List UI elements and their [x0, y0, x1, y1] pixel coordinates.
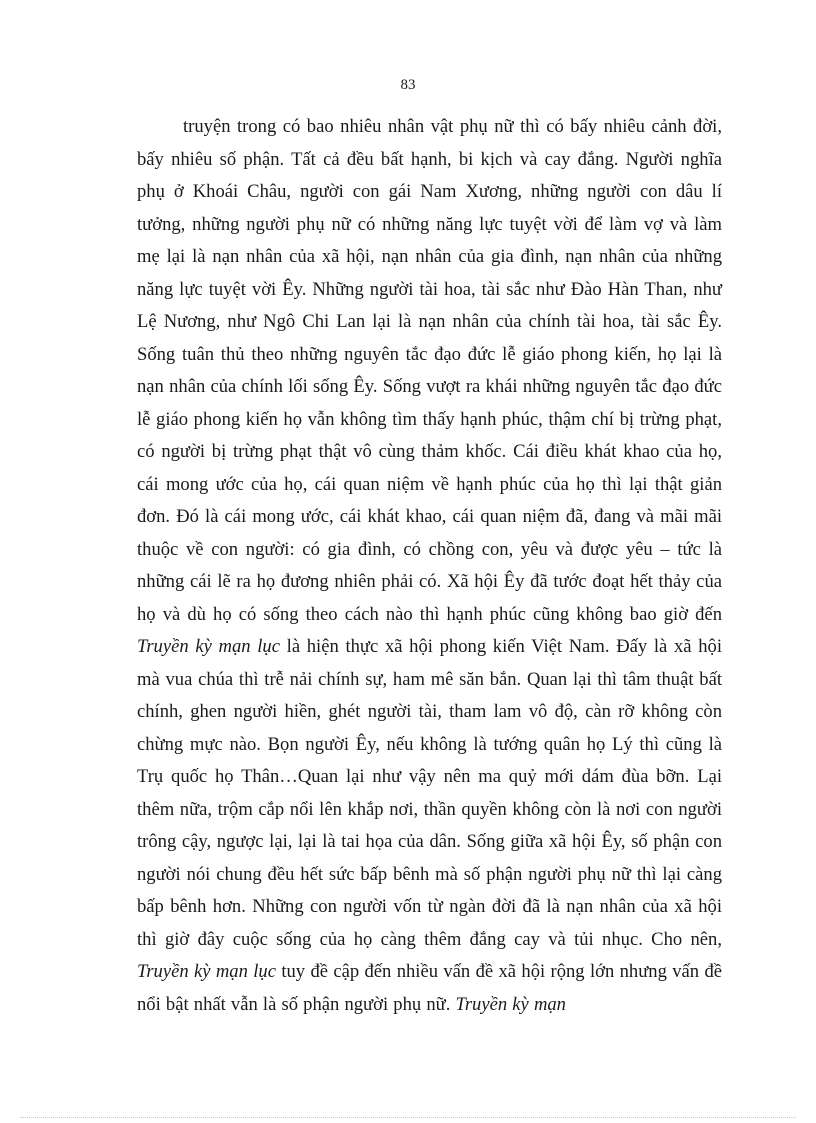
text-segment: tuy đề cập đến nhiều vấn đề xã hội rộng lớn nhưng vấn đề nổi bật nhất vẫn là số phận người phụ nữ. — [137, 961, 722, 1015]
book-title-italic: Truyền kỳ mạn lục — [137, 636, 280, 657]
body-paragraph — [137, 111, 722, 1021]
text-segment: là hiện thực xã hội phong kiến Việt Nam. Đấy là xã hội mà vua chúa thì trễ nải chính sự, ham mê săn bắn. Quan lại thì tâm thuật bất chính, ghen người hiền, ghét người tài, tham lam vô độ, càn rỡ không còn chừng mực nào. Bọn người Êy, nếu không là tướng quân họ Lý thì cũng là Trụ quốc họ Thân…Quan lại như vậy nên ma quỷ mới dám đùa bỡn. Lại thêm nữa, trộm cắp nổi lên khắp nơi, thần quyền không còn là nơi con người trông cậy, ngược lại, lại là tai họa của dân. Sống giữa xã hội Êy, số phận con người nói chung đều hết sức bấp bênh mà số phận người phụ nữ thì lại càng bấp bênh hơn. Những con người vốn từ ngàn đời đã là nạn nhân của xã hội thì giờ đây cuộc sống của họ càng thêm đắng cay và tủi nhục. Cho nên, — [137, 636, 722, 950]
page-bottom-divider — [20, 1117, 796, 1118]
page-number: 83 — [400, 77, 416, 93]
book-title-italic: Truyền kỳ mạn — [455, 993, 566, 1015]
book-title-italic: Truyền kỳ mạn lục — [137, 961, 276, 982]
text-segment: truyện trong có bao nhiêu nhân vật phụ nữ thì có bấy nhiêu cảnh đời, bấy nhiêu số phận. Tất cả đều bất hạnh, bi kịch và cay đắng. Người nghĩa phụ ở Khoái Châu, người con gái Nam Xương, những người con dâu lí tưởng, những người phụ nữ có những năng lực tuyệt vời để làm vợ và làm mẹ lại là nạn nhân của xã hội, nạn nhân của gia đình, nạn nhân của những năng lực tuyệt vời Êy. Những người tài hoa, tài sắc như Đào Hàn Than, như Lệ Nương, như Ngô Chi Lan lại là nạn nhân của chính tài hoa, tài sắc Êy. Sống tuân thủ theo những nguyên tắc đạo đức lễ giáo phong kiến, họ lại là nạn nhân của chính lối sống Êy. Sống vượt ra khái những nguyên tắc đạo đức lễ giáo phong kiến họ vẫn không tìm thấy hạnh phúc, thậm chí bị trừng phạt, có người bị trừng phạt thật vô cùng thảm khốc. Cái điều khát khao của họ, cái mong ước của họ, cái quan niệm về hạnh phúc của họ thì lại thật giản đơn. Đó là cái mong ước, cái khát khao, cái quan niệm đã, đang và mãi mãi thuộc về con người: có gia đình, có chồng con, yêu và được yêu – tức là những cái lẽ ra họ đương nhiên phải có. Xã hội Êy đã tước đoạt hết thảy của họ và dù họ có sống theo cách nào thì hạnh phúc cũng không bao giờ đến — [137, 116, 722, 625]
